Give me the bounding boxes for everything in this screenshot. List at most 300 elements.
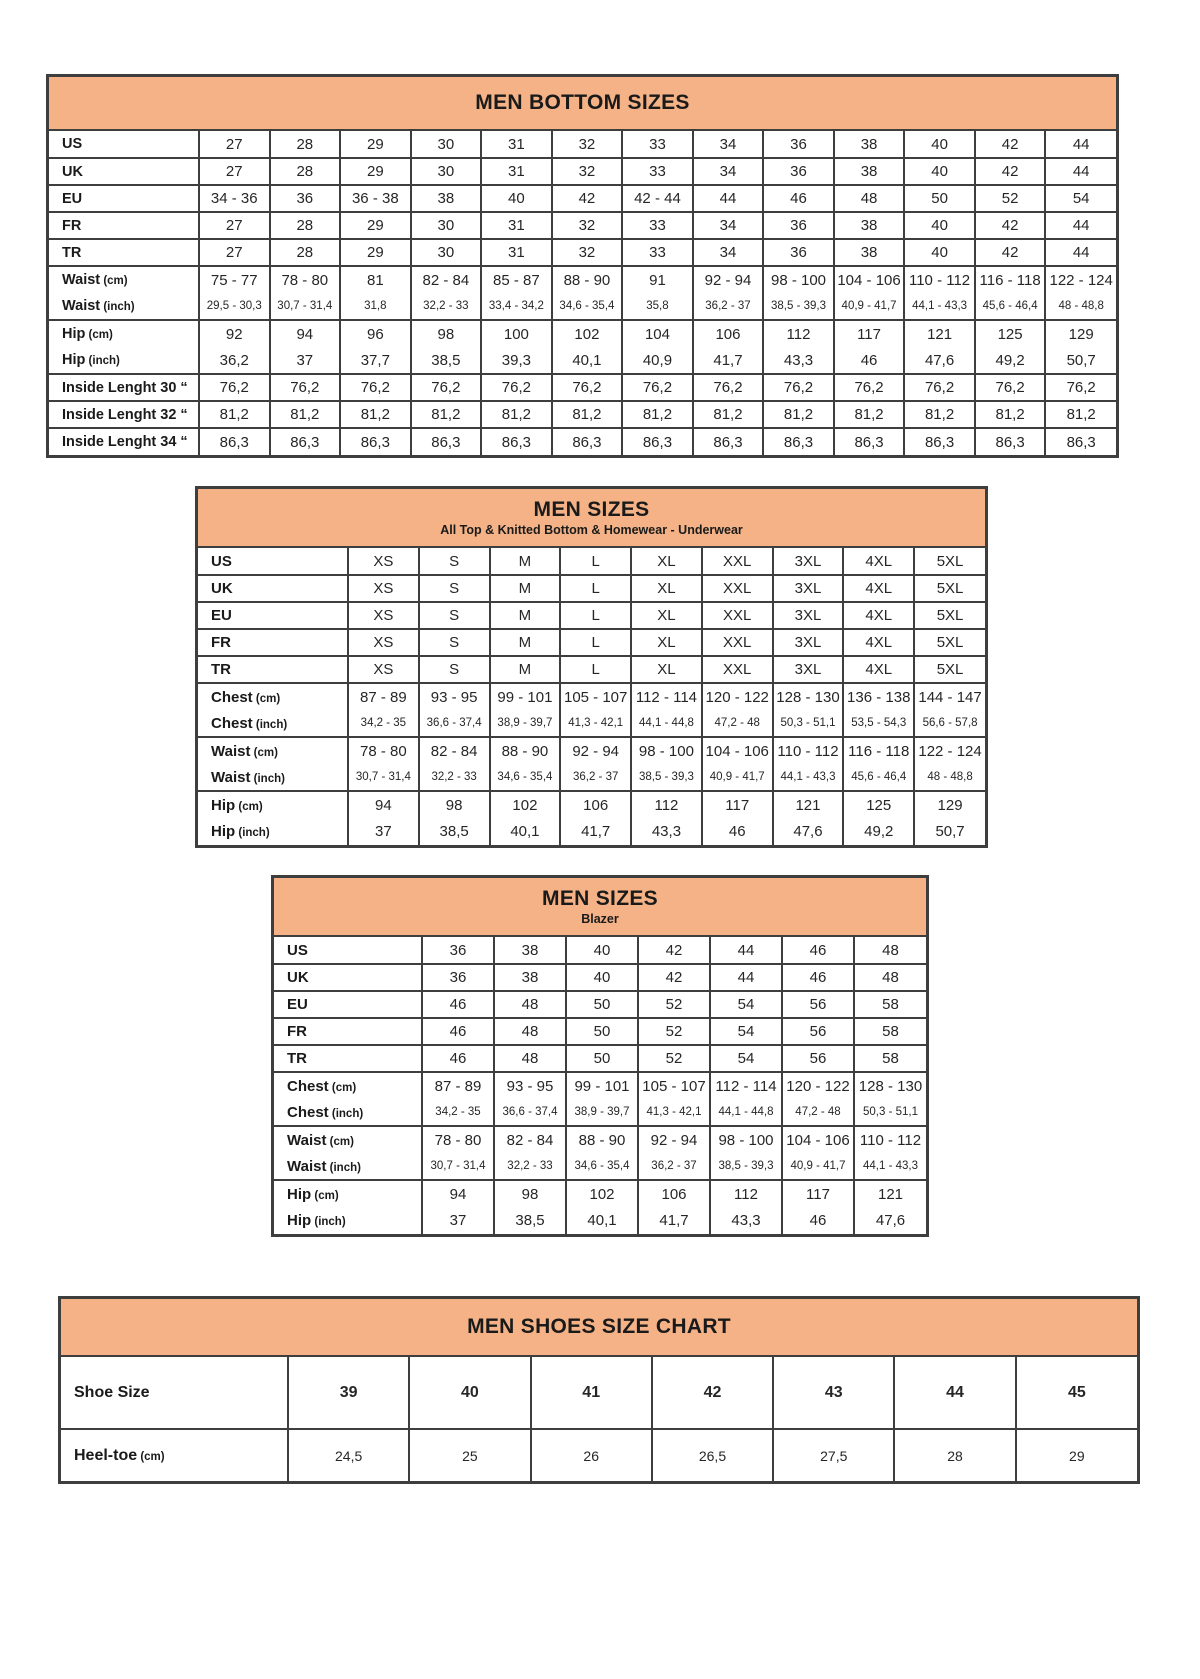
size-cell: 43,3 (710, 1207, 782, 1234)
size-cell: 41,7 (560, 818, 631, 845)
size-cell: L (560, 656, 631, 683)
size-cell: 81,2 (622, 401, 693, 428)
row-label (274, 1153, 422, 1180)
row-label (198, 548, 348, 575)
size-cell: 96 (340, 320, 411, 347)
size-cell: 86,3 (340, 428, 411, 455)
table-row (198, 629, 985, 656)
row-label (61, 1429, 288, 1481)
row-label-text: Inside Lenght 32 “ (62, 406, 188, 423)
size-cell: 56 (782, 1018, 854, 1045)
row-label-text: EU (211, 607, 232, 624)
size-cell: L (560, 575, 631, 602)
row-label-text: TR (62, 244, 82, 261)
row-label (274, 1045, 422, 1072)
size-cell: 30 (411, 239, 482, 266)
table-row (274, 1180, 926, 1207)
size-cell: 50 (566, 1018, 638, 1045)
size-cell: 40 (566, 937, 638, 964)
size-cell: 38 (834, 212, 905, 239)
size-cell: 27 (199, 212, 270, 239)
size-cell: 94 (422, 1180, 494, 1207)
size-cell: XL (631, 602, 702, 629)
size-cell: 58 (854, 1018, 926, 1045)
size-cell: 81,2 (411, 401, 482, 428)
size-cell: 122 - 124 (914, 737, 985, 764)
size-cell: 43 (773, 1357, 894, 1429)
size-cell: 37 (348, 818, 419, 845)
size-cell: 44 (1045, 239, 1116, 266)
size-cell: 43,3 (763, 347, 834, 374)
row-label-text: Shoe Size (74, 1383, 150, 1401)
men-top-sizes-table-title: MEN SIZES (533, 497, 650, 521)
size-cell: 105 - 107 (638, 1072, 710, 1099)
size-cell: 121 (854, 1180, 926, 1207)
size-cell: 104 - 106 (782, 1126, 854, 1153)
size-cell: 44,1 - 43,3 (854, 1153, 926, 1180)
table-row (49, 158, 1116, 185)
table-row (274, 1153, 926, 1180)
row-label-text: Chest (211, 714, 253, 732)
size-cell: 50,7 (914, 818, 985, 845)
size-cell: 42 (975, 131, 1046, 158)
table-row (274, 1018, 926, 1045)
size-cell: S (419, 602, 490, 629)
size-cell: 102 (552, 320, 623, 347)
size-cell: 98 - 100 (710, 1126, 782, 1153)
size-cell: 4XL (843, 575, 914, 602)
table-row (49, 347, 1116, 374)
size-cell: 38,9 - 39,7 (490, 710, 561, 737)
row-label (198, 575, 348, 602)
size-cell: 34,6 - 35,4 (566, 1153, 638, 1180)
table-row (198, 791, 985, 818)
size-cell: 38,5 (411, 347, 482, 374)
size-cell: 44 (693, 185, 764, 212)
size-cell: 120 - 122 (702, 683, 773, 710)
row-label-text: US (211, 552, 232, 570)
row-label (274, 1207, 422, 1234)
size-cell: 33 (622, 158, 693, 185)
row-label-text: TR (287, 1050, 307, 1067)
row-label-text: Chest (287, 1077, 329, 1095)
size-cell: XXL (702, 629, 773, 656)
row-label-text: Waist (287, 1131, 327, 1149)
size-cell: 50,3 - 51,1 (773, 710, 844, 737)
size-cell: 36 (763, 131, 834, 158)
size-cell: 50 (566, 1045, 638, 1072)
table-row (274, 1099, 926, 1126)
size-cell: 33 (622, 239, 693, 266)
size-cell: 36,2 (199, 347, 270, 374)
table-row (49, 239, 1116, 266)
row-label-unit: (inch) (328, 1107, 364, 1120)
men-blazer-sizes-table-subtitle: Blazer (581, 912, 619, 927)
size-cell: 81,2 (199, 401, 270, 428)
size-cell: 56,6 - 57,8 (914, 710, 985, 737)
size-cell: 29 (340, 239, 411, 266)
size-cell: 40 (409, 1357, 530, 1429)
row-label-text: FR (62, 217, 82, 234)
size-cell: 36,6 - 37,4 (494, 1099, 566, 1126)
row-label (274, 964, 422, 991)
size-cell: 78 - 80 (422, 1126, 494, 1153)
size-cell: M (490, 548, 561, 575)
size-cell: 45,6 - 46,4 (975, 293, 1046, 320)
size-cell: 86,3 (1045, 428, 1116, 455)
size-cell: 31,8 (340, 293, 411, 320)
size-cell: 42 (975, 158, 1046, 185)
size-cell: 58 (854, 991, 926, 1018)
size-cell: 39,3 (481, 347, 552, 374)
size-cell: 38 (494, 937, 566, 964)
men-top-sizes-table-subtitle: All Top & Knitted Bottom & Homewear - Underwear (440, 523, 743, 538)
size-cell: 38,5 (494, 1207, 566, 1234)
size-cell: S (419, 575, 490, 602)
row-label (49, 239, 199, 266)
row-label-unit: (cm) (137, 1450, 165, 1463)
size-cell: 112 - 114 (631, 683, 702, 710)
size-cell: 5XL (914, 575, 985, 602)
size-cell: 28 (894, 1429, 1015, 1481)
size-cell: 45,6 - 46,4 (843, 764, 914, 791)
size-cell: 30 (411, 212, 482, 239)
row-label (49, 212, 199, 239)
size-cell: 5XL (914, 548, 985, 575)
size-cell: 47,6 (773, 818, 844, 845)
size-cell: 81,2 (481, 401, 552, 428)
size-cell: 106 (693, 320, 764, 347)
size-cell: 42 (975, 239, 1046, 266)
size-cell: 104 - 106 (702, 737, 773, 764)
size-cell: 125 (975, 320, 1046, 347)
men-shoes-size-chart-table-title: MEN SHOES SIZE CHART (467, 1315, 731, 1339)
row-label (49, 293, 199, 320)
size-cell: 44,1 - 43,3 (904, 293, 975, 320)
size-cell: 93 - 95 (494, 1072, 566, 1099)
size-cell: 99 - 101 (566, 1072, 638, 1099)
size-cell: 76,2 (904, 374, 975, 401)
size-cell: 81,2 (270, 401, 341, 428)
size-cell: 36,2 - 37 (693, 293, 764, 320)
size-cell: 24,5 (288, 1429, 409, 1481)
row-label (49, 428, 199, 455)
size-cell: S (419, 656, 490, 683)
size-cell: 76,2 (622, 374, 693, 401)
size-cell: 48 - 48,8 (1045, 293, 1116, 320)
size-cell: 112 (631, 791, 702, 818)
size-cell: 34 (693, 212, 764, 239)
size-cell: 40 (904, 131, 975, 158)
size-cell: 40 (904, 158, 975, 185)
size-cell: 40 (904, 239, 975, 266)
size-cell: 41,3 - 42,1 (560, 710, 631, 737)
size-cell: 86,3 (481, 428, 552, 455)
size-cell: 98 - 100 (631, 737, 702, 764)
size-cell: 53,5 - 54,3 (843, 710, 914, 737)
size-cell: 32 (552, 158, 623, 185)
size-cell: 36 (270, 185, 341, 212)
size-cell: 30 (411, 158, 482, 185)
row-label-text: Hip (62, 352, 86, 368)
size-cell: 42 - 44 (622, 185, 693, 212)
size-cell: 42 (552, 185, 623, 212)
size-cell: 82 - 84 (411, 266, 482, 293)
table-row (274, 1072, 926, 1099)
size-cell: XS (348, 575, 419, 602)
size-cell: 46 (422, 1018, 494, 1045)
row-label (61, 1357, 288, 1429)
size-cell: 44,1 - 43,3 (773, 764, 844, 791)
size-cell: 52 (638, 991, 710, 1018)
row-label (198, 629, 348, 656)
row-label-text: US (62, 136, 83, 152)
row-label-text: EU (287, 996, 308, 1013)
size-cell: 4XL (843, 629, 914, 656)
size-cell: 47,6 (904, 347, 975, 374)
size-cell: 41,7 (693, 347, 764, 374)
size-cell: 76,2 (1045, 374, 1116, 401)
row-label (49, 266, 199, 293)
size-cell: 81,2 (693, 401, 764, 428)
size-cell: 128 - 130 (854, 1072, 926, 1099)
size-cell: 86,3 (411, 428, 482, 455)
size-cell: 28 (270, 131, 341, 158)
size-cell: 40,9 - 41,7 (782, 1153, 854, 1180)
size-cell: 40,9 (622, 347, 693, 374)
size-cell: M (490, 575, 561, 602)
size-cell: 41,3 - 42,1 (638, 1099, 710, 1126)
table-row (49, 266, 1116, 293)
size-tables (0, 74, 1200, 1484)
row-label-text: UK (287, 969, 309, 986)
size-cell: 4XL (843, 548, 914, 575)
row-label-text: Hip (62, 326, 86, 342)
size-cell: 47,6 (854, 1207, 926, 1234)
size-cell: 56 (782, 991, 854, 1018)
size-cell: XS (348, 548, 419, 575)
men-bottom-sizes-table-header (49, 77, 1116, 131)
size-cell: 38,9 - 39,7 (566, 1099, 638, 1126)
table-row (49, 401, 1116, 428)
size-cell: 46 (782, 1207, 854, 1234)
size-cell: 31 (481, 239, 552, 266)
size-cell: 78 - 80 (270, 266, 341, 293)
size-cell: XS (348, 602, 419, 629)
size-cell: 44 (894, 1357, 1015, 1429)
row-label-unit: (inch) (311, 1216, 346, 1228)
size-cell: 46 (422, 1045, 494, 1072)
size-cell: 94 (270, 320, 341, 347)
size-cell: 42 (975, 212, 1046, 239)
row-label-unit: (cm) (250, 746, 278, 759)
size-cell: 87 - 89 (422, 1072, 494, 1099)
size-cell: 28 (270, 212, 341, 239)
size-cell: 106 (638, 1180, 710, 1207)
size-cell: 27,5 (773, 1429, 894, 1481)
size-cell: 54 (710, 991, 782, 1018)
size-cell: 46 (782, 937, 854, 964)
size-cell: 38 (411, 185, 482, 212)
size-cell: 102 (490, 791, 561, 818)
size-cell: 49,2 (843, 818, 914, 845)
size-cell: 48 - 48,8 (914, 764, 985, 791)
size-cell: 81,2 (1045, 401, 1116, 428)
table-row (198, 737, 985, 764)
size-cell: 98 (411, 320, 482, 347)
size-cell: 3XL (773, 629, 844, 656)
row-label-unit: (inch) (326, 1161, 361, 1174)
size-cell: 86,3 (270, 428, 341, 455)
size-cell: 50 (904, 185, 975, 212)
row-label (49, 320, 199, 347)
size-cell: 43,3 (631, 818, 702, 845)
size-cell: 29 (340, 212, 411, 239)
size-cell: 86,3 (763, 428, 834, 455)
size-cell: 125 (843, 791, 914, 818)
size-cell: 121 (904, 320, 975, 347)
size-cell: 37 (422, 1207, 494, 1234)
size-cell: 40,9 - 41,7 (834, 293, 905, 320)
size-cell: S (419, 548, 490, 575)
size-cell: 99 - 101 (490, 683, 561, 710)
size-cell: XL (631, 629, 702, 656)
size-cell: 46 (782, 964, 854, 991)
table-row (49, 293, 1116, 320)
row-label-text: Hip (211, 796, 236, 814)
size-cell: XXL (702, 602, 773, 629)
size-cell: 87 - 89 (348, 683, 419, 710)
size-cell: 48 (834, 185, 905, 212)
table-row (49, 185, 1116, 212)
size-cell: 29 (340, 158, 411, 185)
size-cell: 102 (566, 1180, 638, 1207)
size-cell: 26,5 (652, 1429, 773, 1481)
row-label-unit: (inch) (250, 772, 285, 785)
row-label-unit: (cm) (85, 329, 113, 341)
size-cell: 32,2 - 33 (411, 293, 482, 320)
size-cell: 48 (494, 991, 566, 1018)
size-cell: 38,5 - 39,3 (710, 1153, 782, 1180)
size-cell: 47,2 - 48 (782, 1099, 854, 1126)
row-label-text: Heel-toe (74, 1446, 138, 1464)
size-cell: 3XL (773, 575, 844, 602)
size-cell: 52 (638, 1045, 710, 1072)
size-cell: 40 (481, 185, 552, 212)
table-row (61, 1429, 1137, 1481)
row-label-text: FR (287, 1023, 307, 1040)
table-row (49, 212, 1116, 239)
size-cell: 30,7 - 31,4 (422, 1153, 494, 1180)
size-cell: 33 (622, 212, 693, 239)
men-blazer-sizes-table-grid (274, 937, 926, 1234)
men-blazer-sizes-table-header (274, 878, 926, 937)
row-label-unit: (inch) (252, 718, 288, 731)
size-cell: 85 - 87 (481, 266, 552, 293)
row-label-unit: (cm) (100, 275, 128, 287)
size-cell: 54 (1045, 185, 1116, 212)
men-top-sizes-table-grid (198, 548, 985, 845)
size-cell: 26 (531, 1429, 652, 1481)
men-blazer-sizes-table (271, 875, 929, 1237)
size-cell: 122 - 124 (1045, 266, 1116, 293)
size-cell: 76,2 (270, 374, 341, 401)
size-cell: 76,2 (763, 374, 834, 401)
size-cell: 40 (566, 964, 638, 991)
size-cell: 129 (914, 791, 985, 818)
size-cell: 37,7 (340, 347, 411, 374)
size-cell: 48 (854, 964, 926, 991)
size-cell: XXL (702, 656, 773, 683)
size-cell: 36 (763, 212, 834, 239)
size-cell: 81,2 (552, 401, 623, 428)
size-cell: 28 (270, 239, 341, 266)
row-label-text: Waist (62, 298, 101, 314)
row-label (198, 656, 348, 683)
men-top-sizes-table-header (198, 489, 985, 548)
size-cell: 81,2 (340, 401, 411, 428)
size-cell: 36 - 38 (340, 185, 411, 212)
size-cell: 41 (531, 1357, 652, 1429)
table-row (198, 656, 985, 683)
size-cell: 46 (422, 991, 494, 1018)
row-label-text: Waist (211, 768, 251, 786)
men-top-sizes-table (195, 486, 988, 848)
size-cell: 88 - 90 (566, 1126, 638, 1153)
table-row (198, 602, 985, 629)
row-label-unit: (cm) (328, 1081, 357, 1094)
row-label (49, 131, 199, 158)
size-cell: 98 (494, 1180, 566, 1207)
size-cell: 33 (622, 131, 693, 158)
size-cell: 52 (975, 185, 1046, 212)
table-row (49, 131, 1116, 158)
size-cell: 112 (763, 320, 834, 347)
size-cell: XL (631, 548, 702, 575)
table-row (198, 683, 985, 710)
size-cell: 92 - 94 (693, 266, 764, 293)
size-cell: L (560, 629, 631, 656)
size-cell: 36 (422, 964, 494, 991)
size-cell: 104 - 106 (834, 266, 905, 293)
size-cell: 38 (494, 964, 566, 991)
row-label (274, 991, 422, 1018)
size-cell: 92 (199, 320, 270, 347)
size-chart-page (0, 74, 1200, 1484)
size-cell: 30 (411, 131, 482, 158)
size-cell: XXL (702, 548, 773, 575)
row-label (49, 401, 199, 428)
size-cell: 76,2 (552, 374, 623, 401)
size-cell: 144 - 147 (914, 683, 985, 710)
size-cell: 36 (763, 239, 834, 266)
size-cell: 46 (702, 818, 773, 845)
table-row (49, 428, 1116, 455)
size-cell: 54 (710, 1018, 782, 1045)
size-cell: 3XL (773, 602, 844, 629)
size-cell: 38,5 - 39,3 (763, 293, 834, 320)
size-cell: 40,1 (490, 818, 561, 845)
size-cell: 35,8 (622, 293, 693, 320)
size-cell: 110 - 112 (904, 266, 975, 293)
size-cell: 44 (710, 937, 782, 964)
size-cell: 30,7 - 31,4 (348, 764, 419, 791)
size-cell: 128 - 130 (773, 683, 844, 710)
row-label (49, 374, 199, 401)
row-label-text: Hip (287, 1185, 312, 1203)
size-cell: 86,3 (904, 428, 975, 455)
row-label (198, 818, 348, 845)
